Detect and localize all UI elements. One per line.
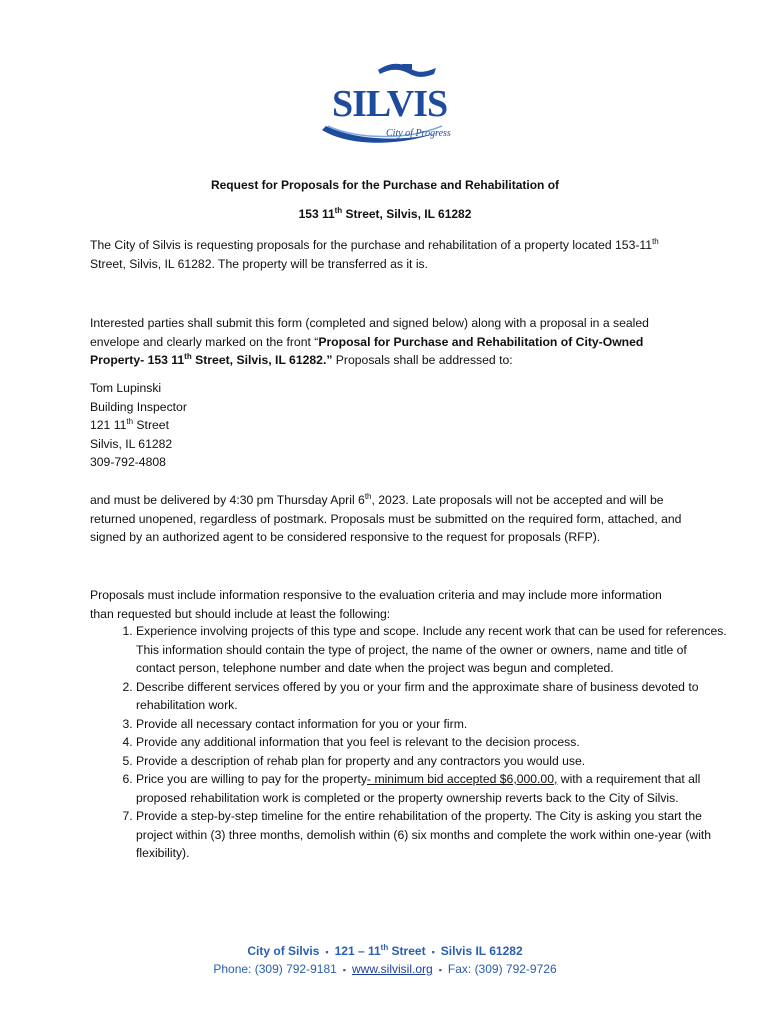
logo-tagline: City of Progress <box>386 128 451 139</box>
footer-fax: Fax: (309) 792-9726 <box>447 962 557 976</box>
footer-address: City of Silvis ▪ 121 – 11th Street ▪ Silvis IL 61282 <box>247 943 523 958</box>
logo-flag <box>402 64 412 69</box>
address-name: Tom Lupinski <box>90 381 162 395</box>
footer-contact: Phone: (309) 792-9181 ▪ www.silvisil.org ▪ Fax: (309) 792-9726 <box>213 962 557 976</box>
criteria-item: 5. Provide a description of rehab plan for property and any contractors you would use. <box>136 752 728 771</box>
address-title: Building Inspector <box>90 399 187 414</box>
rfp-title-line1: Request for Proposals for the Purchase and Rehabilitation of <box>210 178 560 192</box>
footer-phone: Phone: (309) 792-9181 <box>213 962 337 976</box>
website-link[interactable]: www.silvisil.org <box>352 962 433 976</box>
rfp-title-line2: 153 11th Street, Silvis, IL 61282 <box>298 206 472 221</box>
address-city: Silvis, IL 61282 <box>90 436 173 451</box>
silvis-logo <box>318 60 452 150</box>
deadline-paragraph: and must be delivered by 4:30 pm Thursday April 6th, 2023. Late proposals will not be accepted and will be returned unopened, regardless of postmark. Proposals must be submitted on the required form, attached, and signed by an authorized agent to be considered responsive to the request for proposals (RFP). <box>90 491 682 544</box>
minimum-bid: - minimum bid accepted $6,000.00, <box>367 772 558 786</box>
address-block <box>90 379 682 472</box>
criteria-item: 2. Describe different services offered by you or your firm and the approximate share of business devoted to rehabilitation work. <box>136 678 728 715</box>
criteria-item: 6. Price you are willing to pay for the property- minimum bid accepted $6,000.00, with a requirement that all proposed rehabilitation work is completed or the property ownership reverts back to the City of Silvis. <box>136 770 728 807</box>
criteria-item: 1. Experience involving projects of this type and scope. Include any recent work that can be used for references. This information should contain the type of project, the name of the owner or owners, name and title of contact person, telephone number and date when the project was begun and completed. <box>136 622 728 678</box>
criteria-item: 7. Provide a step-by-step timeline for the entire rehabilitation of the property. The City is asking you start the project within (3) three months, demolish within (6) six months and complete the work within one-year (with flexibility). <box>136 807 728 863</box>
submission-paragraph: Interested parties shall submit this form (completed and signed below) along with a proposal in a sealed envelope and clearly marked on the front “Proposal for Purchase and Rehabilitation of City-Owned Property- 153 11th Street, Silvis, IL 61282.” Proposals shall be addressed to: <box>90 316 649 367</box>
criteria-list <box>90 622 728 863</box>
criteria-item: 3. Provide all necessary contact information for you or your firm. <box>136 715 728 734</box>
address-phone: 309-792-4808 <box>90 455 166 469</box>
intro-paragraph: The City of Silvis is requesting proposals for the purchase and rehabilitation of a property located 153-11th Street, Silvis, IL 61282. The property will be transferred as it is. <box>90 236 659 271</box>
address-street: 121 11th Street <box>90 416 169 432</box>
criteria-intro: Proposals must include information responsive to the evaluation criteria and may include more information than requested but should include at least the following: <box>90 588 662 621</box>
logo-wordmark: SILVIS <box>332 83 448 125</box>
criteria-item: 4. Provide any additional information that you feel is relevant to the decision process. <box>136 733 728 752</box>
